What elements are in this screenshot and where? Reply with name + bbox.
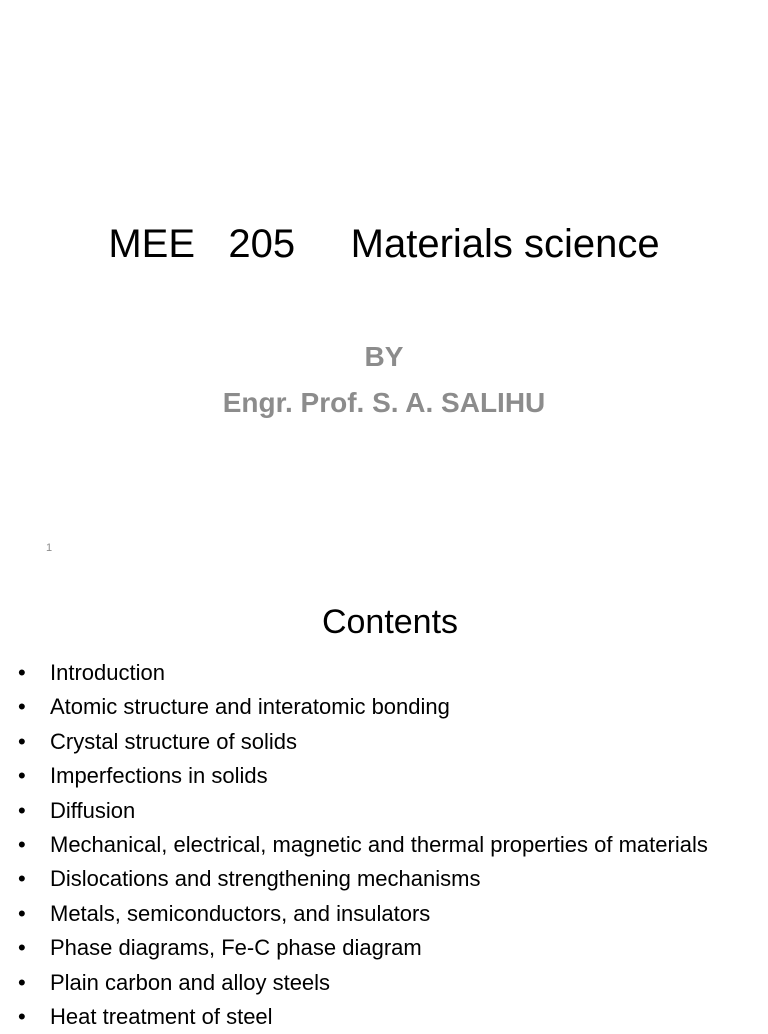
list-item-label: Heat treatment of steel	[50, 1003, 273, 1029]
list-item	[0, 656, 768, 690]
contents-slide	[0, 570, 768, 1029]
bullet-icon: •	[18, 660, 26, 685]
list-item	[0, 828, 768, 862]
list-item-label: Atomic structure and interatomic bonding	[50, 694, 450, 720]
bullet-icon: •	[18, 900, 26, 926]
list-item-label: Diffusion	[50, 797, 136, 823]
slide-title: MEE 205 Materials science	[108, 222, 660, 266]
list-item	[0, 690, 768, 724]
list-item	[0, 862, 768, 896]
list-item-label: Plain carbon and alloy steels	[50, 969, 331, 995]
contents-heading: Contents	[321, 603, 459, 641]
bullet-icon: •	[18, 831, 26, 857]
list-item-label: Metals, semiconductors, and insulators	[50, 900, 431, 926]
bullet-icon: •	[18, 935, 26, 961]
list-item	[0, 897, 768, 931]
bullet-icon: •	[18, 694, 26, 720]
list-item-label: Crystal structure of solids	[50, 728, 297, 754]
bullet-icon: •	[18, 728, 26, 754]
list-item	[0, 931, 768, 965]
list-item-label: Mechanical, electrical, magnetic and thermal properties of materials	[50, 831, 708, 857]
list-item	[0, 725, 768, 759]
bullet-icon: •	[18, 969, 26, 995]
list-item-label: Imperfections in solids	[50, 763, 268, 789]
author-name: Engr. Prof. S. A. SALIHU	[222, 387, 546, 418]
list-item	[0, 759, 768, 793]
bullet-icon: •	[18, 866, 26, 892]
list-item	[0, 966, 768, 1000]
list-item	[0, 794, 768, 828]
list-item-label: Introduction	[50, 660, 165, 685]
page-number: 1	[46, 542, 53, 554]
bullet-icon: •	[18, 797, 26, 823]
by-label: BY	[364, 341, 404, 372]
author-block	[0, 334, 768, 426]
bullet-icon: •	[18, 763, 26, 789]
list-item-label: Dislocations and strengthening mechanisms	[50, 866, 481, 892]
contents-list	[0, 656, 768, 1034]
list-item-label: Phase diagrams, Fe-C phase diagram	[50, 935, 422, 961]
list-item	[0, 1000, 768, 1034]
bullet-icon: •	[18, 1003, 26, 1029]
